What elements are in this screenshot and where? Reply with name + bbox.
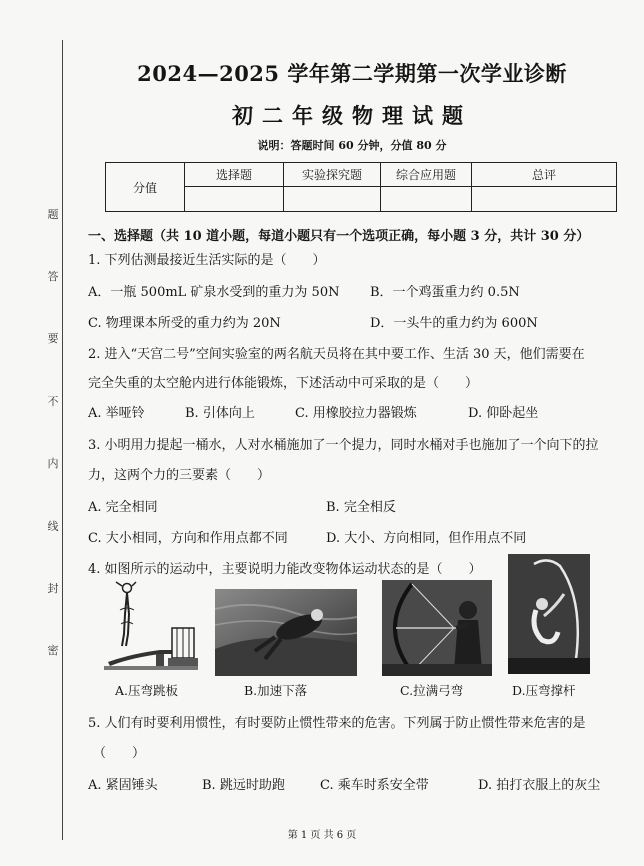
score-col-header: 选择题 xyxy=(185,163,284,187)
option-b: B. 完全相反 xyxy=(326,500,396,515)
figure-caption: D.压弯撑杆 xyxy=(512,683,576,698)
option-a: A. 紧固锤头 xyxy=(88,778,158,793)
option-b: B. 跳远时助跑 xyxy=(202,778,285,793)
question-stem: 5. 人们有时要利用惯性，有时要防止惯性带来的危害。下列属于防止惯性带来危害的是 xyxy=(88,716,586,731)
binding-line xyxy=(62,40,63,840)
binding-char: 内 xyxy=(47,457,59,470)
option-c: C. 用橡胶拉力器锻炼 xyxy=(295,406,417,421)
option-c: C. 乘车时系安全带 xyxy=(320,778,429,793)
question-stem: 2. 进入“天宫二号”空间实验室的两名航天员将在其中要工作、生活 30 天，他们需要在 xyxy=(88,347,585,362)
option-d: D. 拍打衣服上的灰尘 xyxy=(478,778,601,793)
option-c: C. 物理课本所受的重力约为 20N xyxy=(88,316,281,331)
section-heading: 一、选择题（共 10 道小题，每道小题只有一个选项正确，每小题 3 分，共计 30 分） xyxy=(88,229,590,244)
binding-char: 题 xyxy=(47,208,59,221)
binding-char: 封 xyxy=(47,582,59,595)
option-a: A. 完全相同 xyxy=(88,500,158,515)
option-a: A．一瓶 500mL 矿泉水受到的重力为 50N xyxy=(88,285,340,300)
figure-caption: C.拉满弓弯 xyxy=(400,683,464,698)
option-d: D. 仰卧起坐 xyxy=(468,406,539,421)
score-cell[interactable] xyxy=(472,187,617,212)
binding-char: 答 xyxy=(47,270,59,283)
question-stem: 1. 下列估测最接近生活实际的是（ ） xyxy=(88,253,326,268)
score-row-label: 分值 xyxy=(106,163,185,212)
option-b: B．一个鸡蛋重力约 0.5N xyxy=(370,285,520,300)
option-d: D. 大小、方向相同，但作用点不同 xyxy=(326,531,527,546)
exam-note: 说明：答题时间 60 分钟，分值 80 分 xyxy=(257,139,447,152)
option-d: D．一头牛的重力约为 600N xyxy=(370,316,538,331)
figure-caption: A.压弯跳板 xyxy=(115,683,179,698)
bow-drawing-photo xyxy=(382,580,492,676)
binding-char: 要 xyxy=(47,332,59,345)
question-stem: （ ） xyxy=(93,746,146,761)
score-cell[interactable] xyxy=(381,187,472,212)
score-cell[interactable] xyxy=(284,187,381,212)
score-col-header: 实验探究题 xyxy=(284,163,381,187)
score-col-header: 综合应用题 xyxy=(381,163,472,187)
option-a: A. 举哑铃 xyxy=(88,406,145,421)
diving-board-figure xyxy=(100,580,200,676)
accelerating-fall-photo xyxy=(215,589,357,676)
question-stem: 4. 如图所示的运动中，主要说明力能改变物体运动状态的是（ ） xyxy=(88,562,482,577)
page-footer: 第 1 页 共 6 页 xyxy=(287,830,357,841)
exam-title: 2024—2025 学年第二学期第一次学业诊断 xyxy=(137,61,567,86)
binding-char: 不 xyxy=(47,395,59,408)
question-stem: 力，这两个力的三要素（ ） xyxy=(88,468,271,483)
score-cell[interactable] xyxy=(185,187,284,212)
option-b: B. 引体向上 xyxy=(185,406,255,421)
exam-subtitle: 初二年级物理试题 xyxy=(232,103,472,128)
score-col-header: 总评 xyxy=(472,163,617,187)
question-stem: 3. 小明用力提起一桶水，人对水桶施加了一个提力，同时水桶对手也施加了一个向下的拉 xyxy=(88,438,599,453)
binding-char: 线 xyxy=(47,520,59,533)
score-table xyxy=(105,162,617,212)
pole-vault-photo xyxy=(508,554,590,674)
binding-char: 密 xyxy=(47,644,59,657)
option-c: C. 大小相同，方向和作用点都不同 xyxy=(88,531,288,546)
question-stem: 完全失重的太空舱内进行体能锻炼，下述活动中可采取的是（ ） xyxy=(88,376,479,391)
figure-caption: B.加速下落 xyxy=(244,683,308,698)
